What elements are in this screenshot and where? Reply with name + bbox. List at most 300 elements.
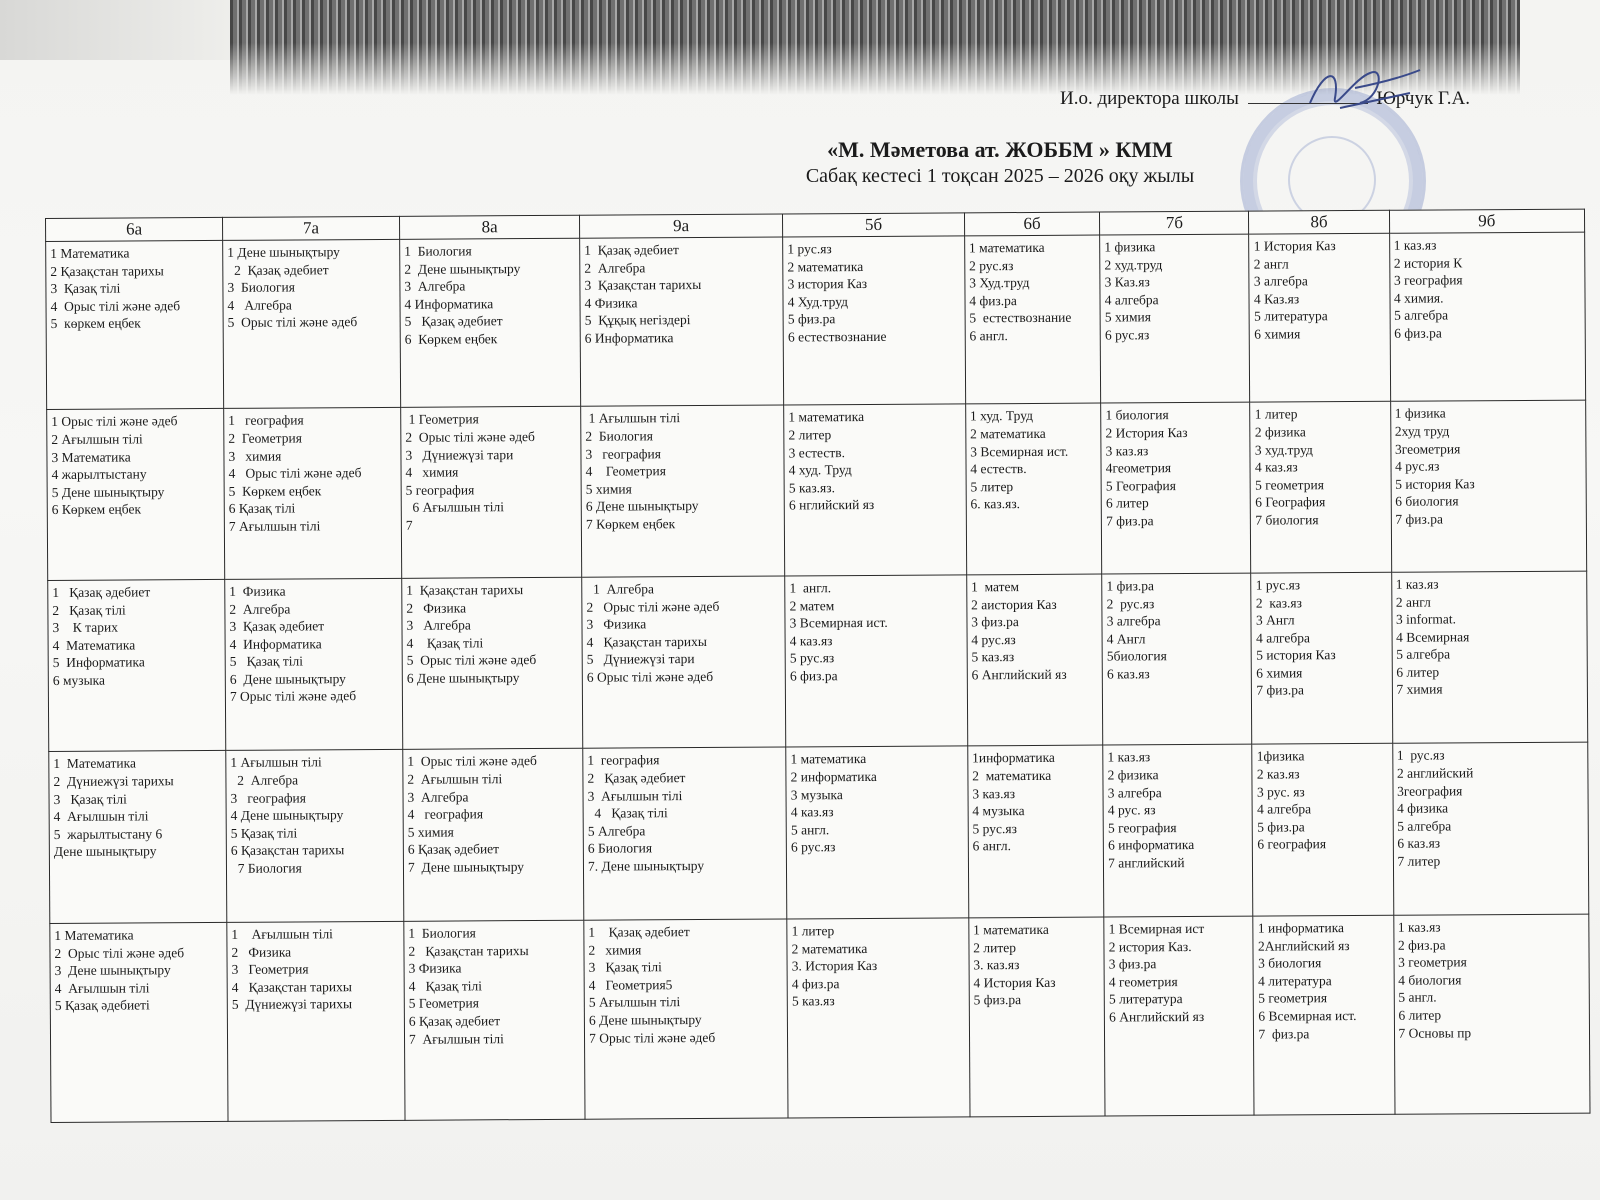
schedule-cell: [404, 920, 585, 1120]
lesson-entry: 1 математика: [790, 751, 867, 767]
class-header: 9б: [1389, 209, 1585, 233]
lesson-entry: 4 химия.: [1393, 290, 1444, 306]
lesson-entry: 6 Информатика: [584, 330, 674, 346]
lesson-entry: 3 Физика: [586, 616, 647, 632]
lesson-entry: 6 Ағылшын тілі: [405, 499, 504, 516]
lesson-entry: 4 физ.ра: [969, 292, 1017, 309]
lesson-entry: 5 рус.яз: [972, 820, 1017, 837]
lesson-entry: 2 история Каз.: [1108, 938, 1192, 955]
lesson-entry: 1 Дене шынықтыру: [227, 244, 340, 260]
lesson-entry: 4 алгебра: [1256, 629, 1311, 646]
lesson-entry: 3 рус. яз: [1256, 783, 1305, 800]
lesson-entry: 1 литер: [1254, 406, 1298, 423]
lesson-entry: 5 География: [1105, 477, 1176, 494]
schedule-cell: [968, 746, 1104, 918]
lesson-entry: 5 Дүниежүзі тари: [586, 651, 695, 667]
lesson-entry: 1 рус.яз: [787, 241, 832, 257]
lesson-entry: 5 литература: [1254, 308, 1328, 324]
lesson-entry: 4 Информатика: [404, 296, 494, 312]
lesson-entry: 5 Дүниежүзі тарихы: [231, 996, 353, 1013]
lesson-entry: 2Английский яз: [1257, 937, 1350, 954]
schedule-cell: [964, 235, 1100, 404]
lesson-entry: 4 Қазақ тілі: [587, 805, 668, 821]
lesson-entry: 4 Қазақ тілі: [408, 978, 482, 994]
lesson-entry: 1 каз.яз: [1107, 749, 1151, 766]
lesson-entry: 5 химия: [585, 481, 632, 497]
lesson-entry: 1физика: [1256, 748, 1305, 765]
schedule-cell: [1391, 571, 1588, 744]
schedule-cell: [402, 577, 583, 750]
lesson-entry: 3 Геометрия: [231, 961, 309, 978]
schedule-cell: [1249, 233, 1390, 402]
lesson-entry: 3 музыка: [790, 786, 843, 803]
lesson-entry: 3 алгебра: [1253, 273, 1308, 289]
lesson-entry: 2 Дүниежүзі тарихы: [53, 773, 174, 790]
day-row: [49, 743, 1589, 924]
lesson-entry: 3 география: [1393, 272, 1463, 288]
lesson-entry: 3 история Каз: [787, 276, 868, 292]
lesson-entry: 4 музыка: [972, 803, 1025, 819]
lesson-entry: 1 Биология: [408, 925, 476, 941]
schedule-cell: [46, 240, 224, 409]
schedule-cell: [783, 236, 966, 406]
lesson-entry: 6 рус.яз: [790, 839, 836, 855]
schedule-cell: [1100, 234, 1250, 403]
lesson-entry: 4 Қазақстан тарихы: [231, 978, 352, 995]
schedule-table: [45, 209, 1590, 1123]
schedule-cell: [584, 919, 788, 1119]
lesson-entry: 3 химия: [228, 448, 282, 464]
lesson-entry: 6 физ.ра: [789, 668, 838, 684]
lesson-entry: 7 Ағылшын тілі: [228, 518, 321, 534]
lesson-entry: 2 математика: [972, 767, 1052, 784]
lesson-entry: 2 английский: [1396, 765, 1474, 781]
paper-edge: [0, 0, 240, 60]
lesson-entry: 1 Ағылшын тілі: [231, 926, 333, 942]
lesson-entry: 3 Математика: [51, 449, 131, 465]
lesson-entry: 4 каз.яз: [1254, 459, 1298, 475]
lesson-entry: 5 Қазақ әдебиет: [404, 313, 503, 330]
lesson-entry: 3геометрия: [1394, 440, 1461, 457]
lesson-entry: 5 география: [1107, 819, 1177, 836]
lesson-entry: 5 каз.яз: [971, 649, 1015, 665]
schedule-cell: [583, 747, 787, 920]
lesson-entry: 6 литер: [1105, 495, 1149, 511]
lesson-entry: 1 каз.яз: [1393, 237, 1437, 253]
lesson-entry: 5 литература: [1108, 991, 1183, 1007]
lesson-entry: 1 матем: [970, 578, 1020, 595]
lesson-entry: 1 Ағылшын тілі: [230, 754, 322, 771]
day-row: [46, 232, 1586, 410]
lesson-entry: 3 Всемирная ист.: [789, 614, 888, 631]
lesson-entry: 2 физ.ра: [1397, 937, 1446, 953]
class-header: 6б: [964, 212, 1100, 236]
lesson-entry: 5 алгебра: [1394, 307, 1449, 324]
lesson-entry: 2 Қазақ тілі: [52, 602, 126, 618]
lesson-entry: 3 алгебра: [1107, 784, 1162, 801]
lesson-entry: 3 Дүниежүзі тари: [405, 446, 514, 463]
lesson-entry: 2 литер: [973, 939, 1017, 955]
lesson-entry: 4 Дене шынықтыру: [230, 807, 344, 824]
schedule-cell: [581, 405, 785, 577]
lesson-entry: 4 каз.яз: [790, 804, 834, 820]
lesson-entry: 6 Дене шынықтыру: [406, 670, 520, 686]
lesson-entry: 1 география: [587, 752, 660, 769]
schedule-cell: [969, 917, 1106, 1117]
lesson-entry: 6 нглийский яз: [788, 497, 875, 513]
lesson-entry: 4 Физика: [584, 295, 638, 311]
lesson-entry: 3 физ.ра: [1108, 956, 1157, 972]
schedule-cell: [1250, 402, 1391, 573]
lesson-entry: 2 Орыс тілі және әдеб: [586, 598, 720, 615]
schedule-cell: [226, 750, 404, 923]
lesson-entry: 3 естеств.: [788, 444, 845, 461]
schedule-cell: [1102, 573, 1252, 745]
lesson-entry: 1 Математика: [54, 927, 134, 944]
lesson-entry: 3 Алгебра: [406, 617, 471, 633]
lesson-entry: 5 рус.яз: [789, 650, 835, 666]
lesson-entry: 5 естествознание: [969, 310, 1072, 326]
lesson-entry: 5 каз.яз.: [788, 479, 835, 496]
lesson-entry: 5 Құқық негіздері: [584, 312, 691, 329]
schedule-cell: [225, 578, 403, 751]
schedule-cell: [965, 403, 1101, 574]
lesson-entry: 4 алгебра: [1257, 801, 1312, 817]
lesson-entry: 5 көркем еңбек: [50, 315, 141, 332]
lesson-entry: 7 физ.ра: [1256, 682, 1304, 699]
lesson-entry: 4 Информатика: [229, 636, 322, 652]
lesson-entry: 3 Қазақстан тарихы: [584, 277, 702, 293]
lesson-entry: 6 Қазақ тілі: [228, 500, 296, 517]
lesson-entry: 5 англ.: [790, 822, 830, 838]
schedule-cell: [580, 237, 784, 407]
class-header: 7б: [1100, 211, 1249, 235]
lesson-entry: 4 физика: [1397, 800, 1449, 817]
lesson-entry: 6. каз.яз.: [970, 496, 1021, 512]
lesson-entry: 7 Биология: [230, 860, 302, 876]
lesson-entry: 5 Алгебра: [587, 823, 646, 839]
lesson-entry: 1 Қазақ әдебиет: [588, 924, 690, 940]
lesson-entry: 2 Ағылшын тілі: [51, 431, 143, 447]
lesson-entry: 3 геометрия: [1398, 954, 1467, 970]
schedule-cell: [1101, 403, 1251, 574]
lesson-entry: 7 Орыс тілі және әдеб: [589, 1029, 716, 1046]
lesson-entry: 2 физика: [1107, 767, 1159, 783]
lesson-entry: 4 география: [407, 806, 484, 823]
lesson-entry: 5 литер: [970, 478, 1014, 495]
schedule-cell: [1251, 572, 1392, 744]
schedule-cell: [582, 576, 786, 749]
lesson-entry: 5 геометрия: [1258, 990, 1328, 1007]
lesson-entry: 1 литер: [791, 923, 835, 939]
lesson-entry: 6 Английский яз: [1109, 1008, 1205, 1025]
lesson-entry: 6 Қазақ әдебиет: [407, 841, 500, 858]
schedule-cell: [787, 918, 970, 1118]
schedule-cell: [786, 746, 969, 919]
lesson-entry: 1 рус.яз: [1396, 747, 1445, 764]
schedule-cell: [966, 574, 1102, 746]
lesson-entry: 4 рус. яз: [1107, 802, 1156, 818]
lesson-entry: 1 История Каз: [1253, 238, 1336, 254]
lesson-entry: 2 История Каз: [1105, 425, 1188, 441]
lesson-entry: 5 жарылтыстану 6: [53, 826, 163, 842]
lesson-entry: 6 музыка: [52, 672, 106, 688]
lesson-entry: 4 Қазақстан тарихы: [586, 633, 707, 650]
lesson-entry: 2 каз.яз: [1256, 766, 1300, 782]
lesson-entry: 6 География: [1255, 494, 1326, 510]
lesson-entry: 4 физ.ра: [791, 975, 840, 992]
lesson-entry: 3 Қазақ тілі: [50, 280, 121, 297]
lesson-entry: 4 химия: [405, 464, 459, 480]
lesson-entry: 2 рус.яз: [969, 257, 1014, 273]
lesson-entry: 5 химия: [1104, 309, 1151, 325]
lesson-entry: 3. История Каз: [791, 958, 878, 974]
lesson-entry: 2 Орыс тілі және әдеб: [54, 944, 185, 961]
lesson-entry: 2 Қазақстан тарихы: [50, 262, 164, 279]
lesson-entry: 2 англ: [1253, 255, 1289, 272]
lesson-entry: 4 История Каз: [973, 974, 1056, 991]
class-header: 8а: [399, 215, 579, 239]
lesson-entry: 6 Қазақстан тарихы: [230, 842, 345, 859]
lesson-entry: 3 Физика: [408, 960, 462, 977]
lesson-entry: 3 каз.яз: [972, 785, 1016, 802]
lesson-entry: 1информатика: [972, 750, 1055, 766]
approval-name: Юрчук Г.А.: [1376, 88, 1471, 109]
schedule-cell: [784, 404, 967, 576]
lesson-entry: 4 Қазақ тілі: [406, 635, 484, 651]
lesson-entry: 1 каз.яз: [1395, 576, 1439, 592]
lesson-entry: 3 Алгебра: [404, 278, 466, 294]
lesson-entry: 3. каз.яз: [973, 957, 1020, 973]
schedule-cell: [224, 408, 402, 580]
lesson-entry: 3 Каз.яз: [1104, 274, 1150, 290]
lesson-entry: 1 Ағылшын тілі: [585, 410, 681, 427]
lesson-entry: 6 каз.яз: [1106, 666, 1150, 682]
schedule-body: [46, 232, 1590, 1122]
class-header: 7а: [222, 216, 399, 240]
class-header: 6а: [46, 217, 223, 241]
schedule-cell: [401, 407, 582, 579]
lesson-entry: 4 рус.яз: [971, 631, 1016, 648]
schedule-cell: [1393, 914, 1590, 1114]
lesson-entry: 4 Алгебра: [227, 297, 292, 313]
day-row: [47, 400, 1587, 580]
lesson-entry: 1 рус.яз: [1255, 577, 1301, 593]
lesson-entry: 1 Физика: [229, 583, 286, 599]
schedule-cell: [227, 921, 405, 1121]
lesson-entry: 1 Орыс тілі және әдеб: [407, 753, 537, 770]
lesson-entry: 2 Қазақстан тарихы: [408, 942, 529, 959]
lesson-entry: 3 худ.труд: [1254, 441, 1313, 458]
lesson-entry: 6 Английский яз: [971, 666, 1067, 683]
lesson-entry: 3география: [1396, 783, 1463, 799]
lesson-entry: 1 математика: [973, 921, 1049, 938]
schedule-cell: [403, 749, 584, 922]
class-header: 9а: [580, 214, 783, 238]
lesson-entry: 1 каз.яз: [1397, 919, 1441, 935]
schedule-cell: [49, 751, 227, 924]
lesson-entry: 6 Орыс тілі және әдеб: [586, 668, 714, 685]
lesson-entry: 5 Қазақ тілі: [229, 653, 304, 670]
lesson-entry: 7 химия: [1396, 681, 1443, 698]
lesson-entry: 3 биология: [1257, 955, 1322, 971]
lesson-entry: 3 К тарих: [52, 619, 118, 636]
lesson-entry: Дене шынықтыру: [53, 843, 157, 860]
lesson-entry: 3 каз.яз: [1105, 442, 1149, 459]
schedule-cell: [48, 579, 226, 752]
lesson-entry: 6 Дене шынықтыру: [229, 671, 346, 687]
lesson-entry: 3 география: [585, 445, 661, 462]
lesson-entry: 5 алгебра: [1397, 818, 1452, 834]
lesson-entry: 3 Қазақ тілі: [588, 959, 662, 975]
lesson-entry: 6 литер: [1396, 664, 1440, 680]
lesson-entry: 1 худ. Труд: [969, 408, 1033, 424]
lesson-entry: 4 Англ: [1106, 630, 1146, 647]
lesson-entry: 4 литература: [1258, 972, 1332, 989]
lesson-entry: 7. Дене шынықтыру: [587, 858, 705, 874]
lesson-entry: 7 Ағылшын тілі: [408, 1030, 504, 1047]
lesson-entry: 4 Геометрия: [585, 463, 666, 479]
lesson-entry: 5 Орыс тілі және әдеб: [406, 652, 537, 669]
lesson-entry: 6 биология: [1395, 493, 1459, 510]
lesson-entry: 2 англ: [1395, 594, 1431, 610]
lesson-entry: 1 информатика: [1257, 920, 1345, 936]
lesson-entry: 2 Биология: [585, 428, 653, 444]
lesson-entry: 5 каз.яз: [791, 993, 835, 1009]
lesson-entry: 7 литер: [1397, 853, 1441, 869]
lesson-entry: 1 Биология: [404, 243, 472, 259]
lesson-entry: 2 худ.труд: [1104, 256, 1163, 273]
lesson-entry: 6 литер: [1398, 1007, 1442, 1023]
lesson-entry: 3 Всемирная ист.: [970, 443, 1069, 459]
lesson-entry: 5 физ.ра: [973, 992, 1022, 1008]
lesson-entry: 2 Қазақ әдебиет: [587, 770, 686, 786]
lesson-entry: 1 англ.: [789, 580, 832, 596]
schedule-cell: [50, 922, 228, 1122]
lesson-entry: 1 математика: [968, 239, 1045, 256]
lesson-entry: 3 Англ: [1255, 612, 1295, 628]
lesson-entry: 1 физ.ра: [1106, 578, 1155, 594]
schedule-cell: [223, 239, 401, 408]
lesson-entry: 5 англ.: [1398, 989, 1437, 1006]
lesson-entry: 2 литер: [788, 427, 832, 443]
lesson-entry: 5 Геометрия: [408, 995, 479, 1012]
lesson-entry: 2 химия: [588, 942, 642, 958]
lesson-entry: 3 informat.: [1395, 611, 1457, 627]
day-row: [50, 914, 1590, 1122]
lesson-entry: 6 рус.яз: [1104, 327, 1150, 343]
lesson-entry: 2 матем: [789, 597, 835, 613]
lesson-entry: 1 Қазақстан тарихы: [406, 582, 524, 598]
lesson-entry: 4 Ағылшын тілі: [53, 808, 149, 825]
lesson-entry: 4 Математика: [52, 637, 136, 653]
lesson-entry: 1 математика: [788, 409, 865, 425]
lesson-entry: 3 география: [230, 790, 307, 806]
lesson-entry: 1 Қазақ әдебиет: [584, 242, 679, 258]
lesson-entry: 3 физ.ра: [971, 614, 1019, 630]
lesson-entry: 2 информатика: [790, 769, 877, 785]
lesson-entry: 6 химия: [1254, 326, 1301, 342]
lesson-entry: 5 история Каз: [1256, 647, 1336, 663]
schedule-cell: [1392, 743, 1589, 916]
lesson-entry: 1 география: [228, 412, 304, 429]
lesson-entry: 7 Основы пр: [1398, 1024, 1472, 1041]
lesson-entry: 7 Дене шынықтыру: [407, 859, 525, 875]
lesson-entry: 3 Дене шынықтыру: [54, 962, 171, 979]
lesson-entry: 6 география: [1257, 836, 1327, 853]
lesson-entry: 6 Дене шынықтыру: [585, 498, 699, 515]
schedule-cell: [1253, 915, 1394, 1115]
lesson-entry: 4 геометрия: [1108, 973, 1178, 990]
lesson-entry: 5 история Каз: [1395, 476, 1475, 492]
lesson-entry: 7 физ.ра: [1395, 511, 1443, 527]
lesson-entry: 4 каз.яз: [789, 632, 833, 649]
lesson-entry: 2 Дене шынықтыру: [404, 260, 521, 277]
class-header: 5б: [783, 213, 965, 237]
approval-title: И.о. директора школы: [1060, 88, 1239, 109]
schedule-subtitle: Сабақ кестесі 1 тоқсан 2025 – 2026 оқу жылы: [805, 165, 1195, 187]
lesson-entry: 6 Всемирная ист.: [1258, 1008, 1357, 1024]
school-title: «М. Мәметова ат. ЖОББМ » КММ: [827, 137, 1173, 162]
lesson-entry: 2 Алгебра: [229, 601, 291, 617]
lesson-entry: 1 физика: [1394, 405, 1446, 422]
lesson-entry: 3 Худ.труд: [969, 275, 1030, 291]
lesson-entry: 6 англ.: [969, 328, 1008, 344]
schedule-cell: [785, 575, 968, 748]
lesson-entry: 5 алгебра: [1396, 646, 1451, 663]
lesson-entry: 6 англ.: [972, 838, 1011, 854]
lesson-entry: 4 рус.яз: [1395, 458, 1440, 474]
day-row: [48, 571, 1588, 752]
lesson-entry: 7 биология: [1255, 512, 1319, 528]
lesson-entry: 5 география: [405, 482, 475, 498]
lesson-entry: 5 Орыс тілі және әдеб: [227, 314, 358, 331]
lesson-entry: 6 Көркем еңбек: [51, 501, 142, 518]
lesson-entry: 1 Математика: [50, 245, 130, 261]
lesson-entry: 2 физика: [1254, 424, 1306, 440]
lesson-entry: 5 Дене шынықтыру: [51, 484, 165, 500]
lesson-entry: 1 Всемирная ист: [1108, 920, 1205, 937]
lesson-entry: 2 Орыс тілі және әдеб: [405, 429, 535, 445]
lesson-entry: 4геометрия: [1105, 460, 1172, 476]
lesson-entry: 4 Орыс тілі және әдеб: [228, 465, 362, 482]
lesson-entry: 5 физ.ра: [1257, 819, 1305, 835]
lesson-entry: 4 биология: [1398, 972, 1462, 988]
lesson-entry: 4 Геометрия5: [588, 977, 673, 993]
lesson-entry: 5 Қазақ әдебиеті: [54, 997, 150, 1014]
lesson-entry: 3 Ағылшын тілі: [587, 787, 683, 804]
lesson-entry: 6 Көркем еңбек: [404, 331, 498, 347]
lesson-entry: 5 Ағылшын тілі: [588, 994, 681, 1011]
lesson-entry: 4 алгебра: [1104, 291, 1159, 308]
lesson-entry: 6 Қазақ әдебиет: [408, 1013, 501, 1029]
lesson-entry: 2 Қазақ әдебиет: [227, 261, 329, 278]
lesson-entry: 4 Ағылшын тілі: [54, 980, 150, 996]
lesson-entry: 2 математика: [791, 940, 868, 957]
lesson-entry: 7 Көркем еңбек: [585, 516, 676, 532]
lesson-entry: 2 математика: [970, 425, 1046, 442]
lesson-entry: 2 Алгебра: [230, 772, 299, 788]
lesson-entry: 6 каз.яз: [1397, 835, 1441, 852]
class-header: 8б: [1249, 210, 1389, 234]
lesson-entry: 1 Қазақ әдебиет: [52, 584, 151, 600]
lesson-entry: 2 математика: [787, 258, 864, 275]
lesson-entry: 6 физ.ра: [1394, 325, 1442, 341]
lesson-entry: 5 Информатика: [52, 654, 145, 671]
lesson-entry: 3 Қазақ әдебиет: [229, 618, 325, 634]
lesson-entry: 7 английский: [1108, 855, 1185, 871]
lesson-entry: 3 Қазақ тілі: [53, 791, 127, 807]
